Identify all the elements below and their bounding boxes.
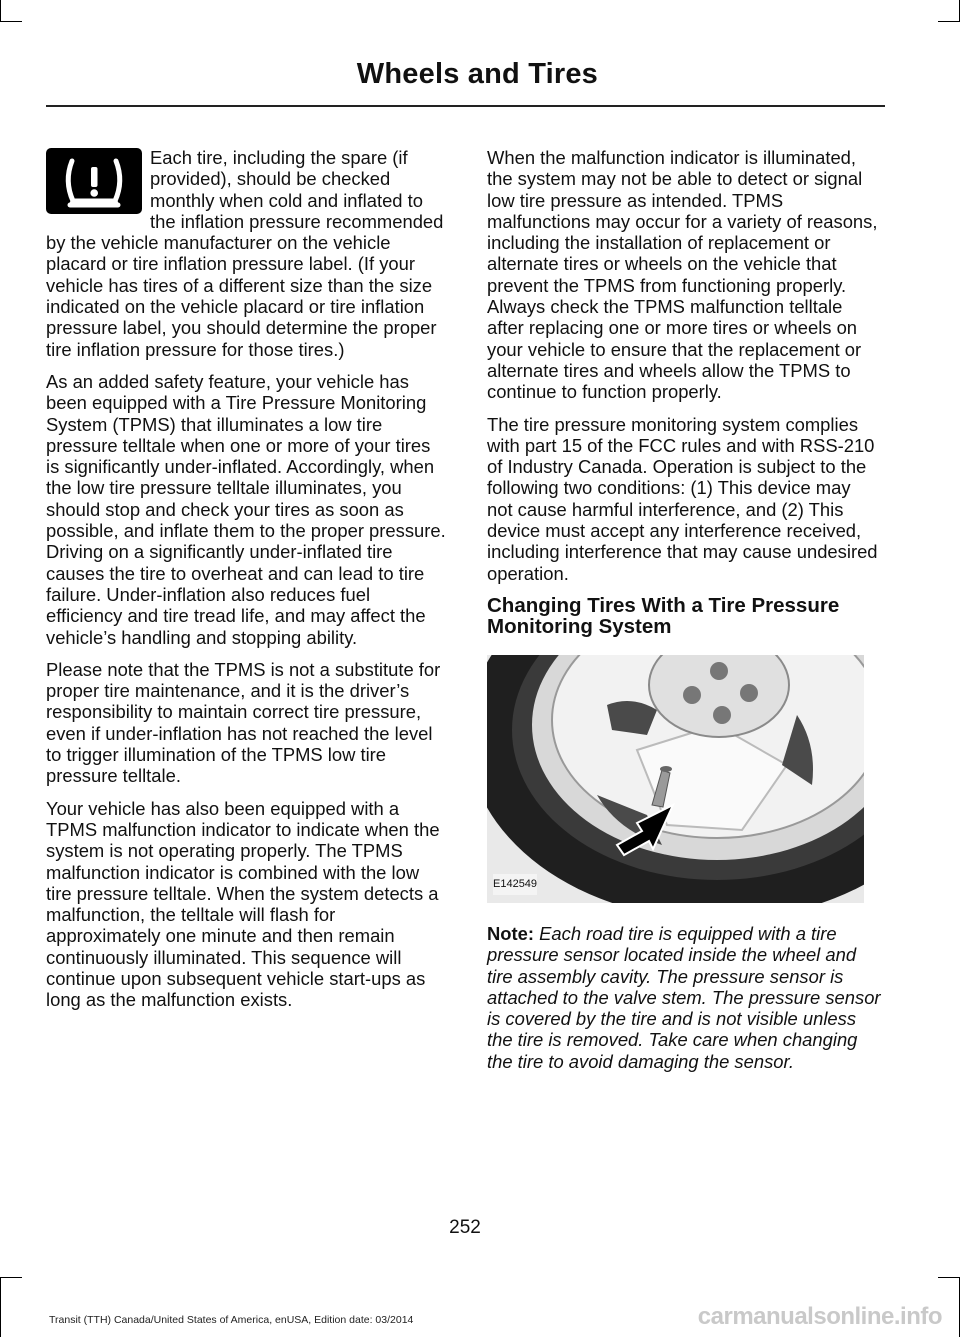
crop-mark xyxy=(0,21,22,22)
header-divider xyxy=(46,105,885,107)
paragraph: When the malfunction indicator is illuminated, the system may not be able to detect or signal low tire pressure as intended. TPMS malfunctions may occur for a variety of reasons, including the installation of replacement or alternate tires or wheels on the vehicle that prevent the TPMS from functioning properly. Always check the TPMS malfunction telltale after replacing one or more tires or wheels on your vehicle to ensure that the replacement or alternate tires and wheels allow the TPMS to continue to function properly. xyxy=(487,147,878,403)
footer-edition: Transit (TTH) Canada/United States of America, enUSA, Edition date: 03/2014 xyxy=(49,1314,414,1326)
tire-pressure-warning-icon xyxy=(46,148,142,214)
note-label: Note: xyxy=(487,922,534,944)
wheel-illustration xyxy=(487,655,864,903)
paragraph: The tire pressure monitoring system complies with part 15 of the FCC rules and with RSS-210 of Industry Canada. Operation is subject to the following two conditions: (1) This device may not cause harmful interference, and (2) This device must accept any interference received, including interference that may cause undesired operation. xyxy=(487,413,878,584)
right-column xyxy=(487,147,881,1083)
paragraph: Please note that the TPMS is not a substitute for proper tire maintenance, and it is the driver’s responsibility to maintain correct tire pressure, even if under-inflation has not reached the level to trigger illumination of the TPMS low tire pressure telltale. xyxy=(46,658,441,787)
crop-mark xyxy=(0,1277,1,1337)
watermark: carmanualsonline.info xyxy=(697,1303,942,1330)
note xyxy=(487,923,881,1072)
tire-valve-figure xyxy=(487,655,864,903)
figure-code: E142549 xyxy=(493,874,537,895)
left-column xyxy=(46,147,447,1022)
crop-mark xyxy=(0,1277,22,1278)
crop-mark xyxy=(0,0,1,22)
paragraph: Your vehicle has also been equipped with a TPMS malfunction indicator to indicate when the system is not operating properly. The TPMS malfunction indicator is combined with the low tire pressure telltale. When the system detects a malfunction, the telltale will flash for approximately one minute and then remain continuously illuminated. This sequence will continue upon subsequent vehicle start-ups as long as the malfunction exists. xyxy=(46,797,440,1011)
paragraph: As an added safety feature, your vehicle has been equipped with a Tire Pressure Monitoring System (TPMS) that illuminates a low tire pressure telltale when one or more of your tires is significantly under-inflated. Accordingly, when the low tire pressure telltale illuminates, you should stop and check your tires as soon as possible, and inflate them to the proper pressure. Driving on a significantly under-inflated tire causes the tire to overheat and can lead to tire failure. Under-inflation also reduces fuel efficiency and tire tread life, and may affect the vehicle’s handling and stopping ability. xyxy=(46,370,446,648)
paragraph: Each tire, including the spare (if provided), should be checked monthly when cold and inflated to the inflation pressure recommended by the vehicle manufacturer on the vehicle placard or tire inflation pressure label. (If your vehicle has tires of a different size than the size indicated on the vehicle placard or tire inflation pressure label, you should determine the proper tire inflation pressure for those tires.) xyxy=(46,147,444,360)
section-heading: Changing Tires With a Tire Pressure Monitoring System xyxy=(487,593,840,638)
note-text: Each road tire is equipped with a tire pressure sensor located inside the wheel and tire assembly cavity. The pressure sensor is attached to the valve stem. The pressure sensor is covered by the tire and is not visible unless the tire is removed. Take care when changing the tire to avoid damaging the sensor. xyxy=(487,922,881,1072)
page-title: Wheels and Tires xyxy=(356,58,598,90)
crop-mark xyxy=(938,21,960,22)
page-number: 252 xyxy=(449,1217,481,1238)
crop-mark xyxy=(938,1277,960,1278)
